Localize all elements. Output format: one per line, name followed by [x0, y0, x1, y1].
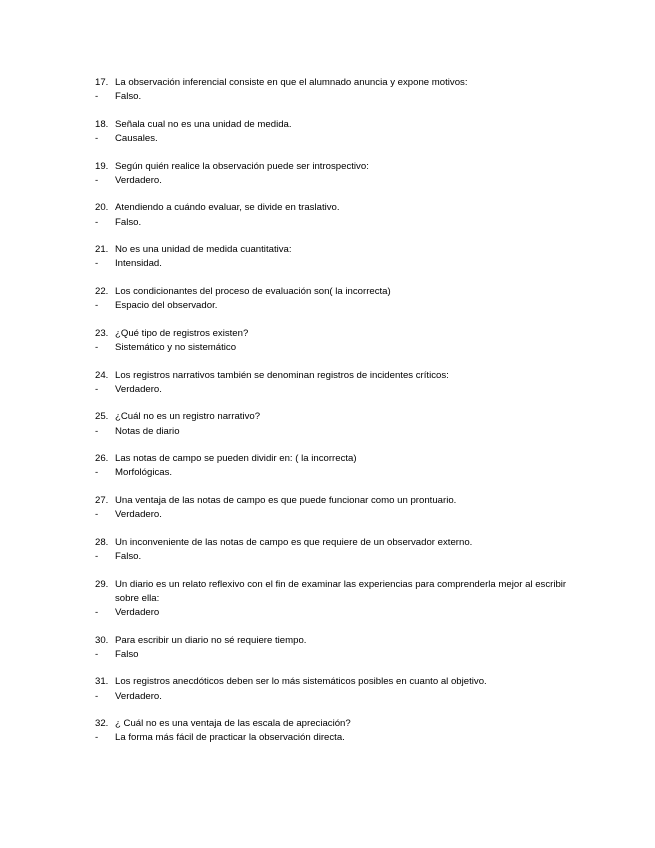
question-number: 25.	[95, 411, 109, 423]
question-number: 24.	[95, 369, 109, 381]
answer-bullet: -	[95, 383, 99, 395]
question-text: ¿ Cuál no es una ventaja de las escala de apreciación?	[115, 718, 351, 730]
question-item-26	[95, 452, 585, 480]
question-line	[95, 201, 585, 215]
question-line	[95, 243, 585, 257]
answer-bullet: -	[95, 300, 99, 312]
question-text: ¿Cuál no es un registro narrativo?	[115, 411, 261, 423]
question-text: Los condicionantes del proceso de evaluación son( la incorrecta)	[115, 285, 391, 297]
answer-text: Notas de diario	[115, 425, 180, 437]
answer-text: Falso	[115, 648, 139, 660]
question-text: Atendiendo a cuándo evaluar, se divide en traslativo.	[115, 202, 340, 214]
answer-text: Sistemático y no sistemático	[115, 341, 237, 353]
answer-bullet: -	[95, 341, 99, 353]
question-line	[95, 634, 585, 648]
answer-bullet: -	[95, 732, 99, 744]
question-line	[95, 494, 585, 508]
answer-line	[95, 425, 585, 439]
question-text: Un diario es un relato reflexivo con el fin de examinar las experiencias para comprenderla mejor al escribir sobre ella:	[115, 578, 567, 604]
answer-line	[95, 648, 585, 662]
question-line	[95, 160, 585, 174]
answer-bullet: -	[95, 467, 99, 479]
answer-line	[95, 731, 585, 745]
question-number: 18.	[95, 118, 109, 130]
question-text: ¿Qué tipo de registros existen?	[115, 327, 249, 339]
question-item-27	[95, 494, 585, 522]
question-line	[95, 452, 585, 466]
question-item-17	[95, 76, 585, 104]
answer-text: Causales.	[115, 133, 158, 144]
question-line	[95, 578, 585, 606]
question-item-20	[95, 201, 585, 229]
answer-line	[95, 466, 585, 480]
answer-line	[95, 341, 585, 355]
question-line	[95, 76, 585, 90]
question-text: Una ventaja de las notas de campo es que puede funcionar como un prontuario.	[115, 494, 457, 506]
question-number: 19.	[95, 160, 109, 172]
answer-bullet: -	[95, 174, 99, 186]
answer-text: Verdadero.	[115, 174, 162, 186]
answer-line	[95, 550, 585, 564]
answer-text: Falso.	[115, 550, 142, 562]
answer-bullet: -	[95, 216, 99, 228]
question-line	[95, 410, 585, 424]
answer-text: Verdadero.	[115, 690, 162, 702]
question-item-23	[95, 327, 585, 355]
answer-text: Morfológicas.	[115, 467, 173, 479]
answer-line	[95, 383, 585, 397]
question-item-18	[95, 118, 585, 146]
question-number: 17.	[95, 77, 109, 88]
question-line	[95, 118, 585, 132]
question-number: 26.	[95, 453, 109, 465]
answer-line	[95, 216, 585, 230]
answer-text: Falso.	[115, 91, 142, 103]
question-line	[95, 285, 585, 299]
answer-bullet: -	[95, 690, 99, 702]
answer-bullet: -	[95, 133, 99, 144]
question-item-22	[95, 285, 585, 313]
question-line	[95, 327, 585, 341]
question-number: 29.	[95, 578, 109, 590]
question-text: Según quién realice la observación puede ser introspectivo:	[115, 160, 369, 172]
question-item-24	[95, 369, 585, 397]
answer-bullet: -	[95, 258, 99, 270]
answer-bullet: -	[95, 606, 99, 618]
question-text: Un inconveniente de las notas de campo es que requiere de un observador externo.	[115, 536, 473, 548]
question-item-19	[95, 160, 585, 188]
answer-text: Verdadero.	[115, 383, 162, 395]
answer-text: La forma más fácil de practicar la observación directa.	[115, 732, 345, 744]
answer-bullet: -	[95, 91, 99, 103]
question-number: 23.	[95, 327, 109, 339]
answer-bullet: -	[95, 425, 99, 437]
answer-line	[95, 606, 585, 620]
answer-line	[95, 508, 585, 522]
answer-line	[95, 299, 585, 313]
question-line	[95, 536, 585, 550]
answer-line	[95, 690, 585, 704]
question-text: La observación inferencial consiste en que el alumnado anuncia y expone motivos:	[115, 77, 468, 88]
answer-bullet: -	[95, 509, 99, 521]
question-text: Los registros narrativos también se denominan registros de incidentes críticos:	[115, 369, 449, 381]
question-item-21	[95, 243, 585, 271]
question-item-29	[95, 578, 585, 621]
question-text: Las notas de campo se pueden dividir en: ( la incorrecta)	[115, 453, 357, 465]
question-list	[95, 76, 585, 759]
answer-text: Intensidad.	[115, 258, 162, 270]
question-line	[95, 717, 585, 731]
question-line	[95, 675, 585, 689]
question-number: 30.	[95, 634, 109, 646]
question-line	[95, 369, 585, 383]
question-number: 22.	[95, 285, 109, 297]
question-text: Señala cual no es una unidad de medida.	[115, 118, 292, 130]
answer-text: Verdadero	[115, 606, 160, 618]
question-number: 32.	[95, 718, 109, 730]
answer-line	[95, 257, 585, 271]
question-number: 31.	[95, 676, 109, 688]
question-item-28	[95, 536, 585, 564]
answer-bullet: -	[95, 648, 99, 660]
question-text: Para escribir un diario no sé requiere tiempo.	[115, 634, 307, 646]
answer-line	[95, 132, 585, 146]
answer-text: Falso.	[115, 216, 142, 228]
question-item-32	[95, 717, 585, 745]
question-item-31	[95, 675, 585, 703]
question-number: 28.	[95, 536, 109, 548]
answer-text: Espacio del observador.	[115, 300, 218, 312]
question-item-25	[95, 410, 585, 438]
question-number: 21.	[95, 244, 109, 256]
question-text: Los registros anecdóticos deben ser lo más sistemáticos posibles en cuanto al objetivo.	[115, 676, 487, 688]
question-number: 20.	[95, 202, 109, 214]
answer-line	[95, 174, 585, 188]
answer-text: Verdadero.	[115, 509, 162, 521]
answer-bullet: -	[95, 550, 99, 562]
question-number: 27.	[95, 494, 109, 506]
answer-line	[95, 90, 585, 104]
question-text: No es una unidad de medida cuantitativa:	[115, 244, 292, 256]
question-item-30	[95, 634, 585, 662]
